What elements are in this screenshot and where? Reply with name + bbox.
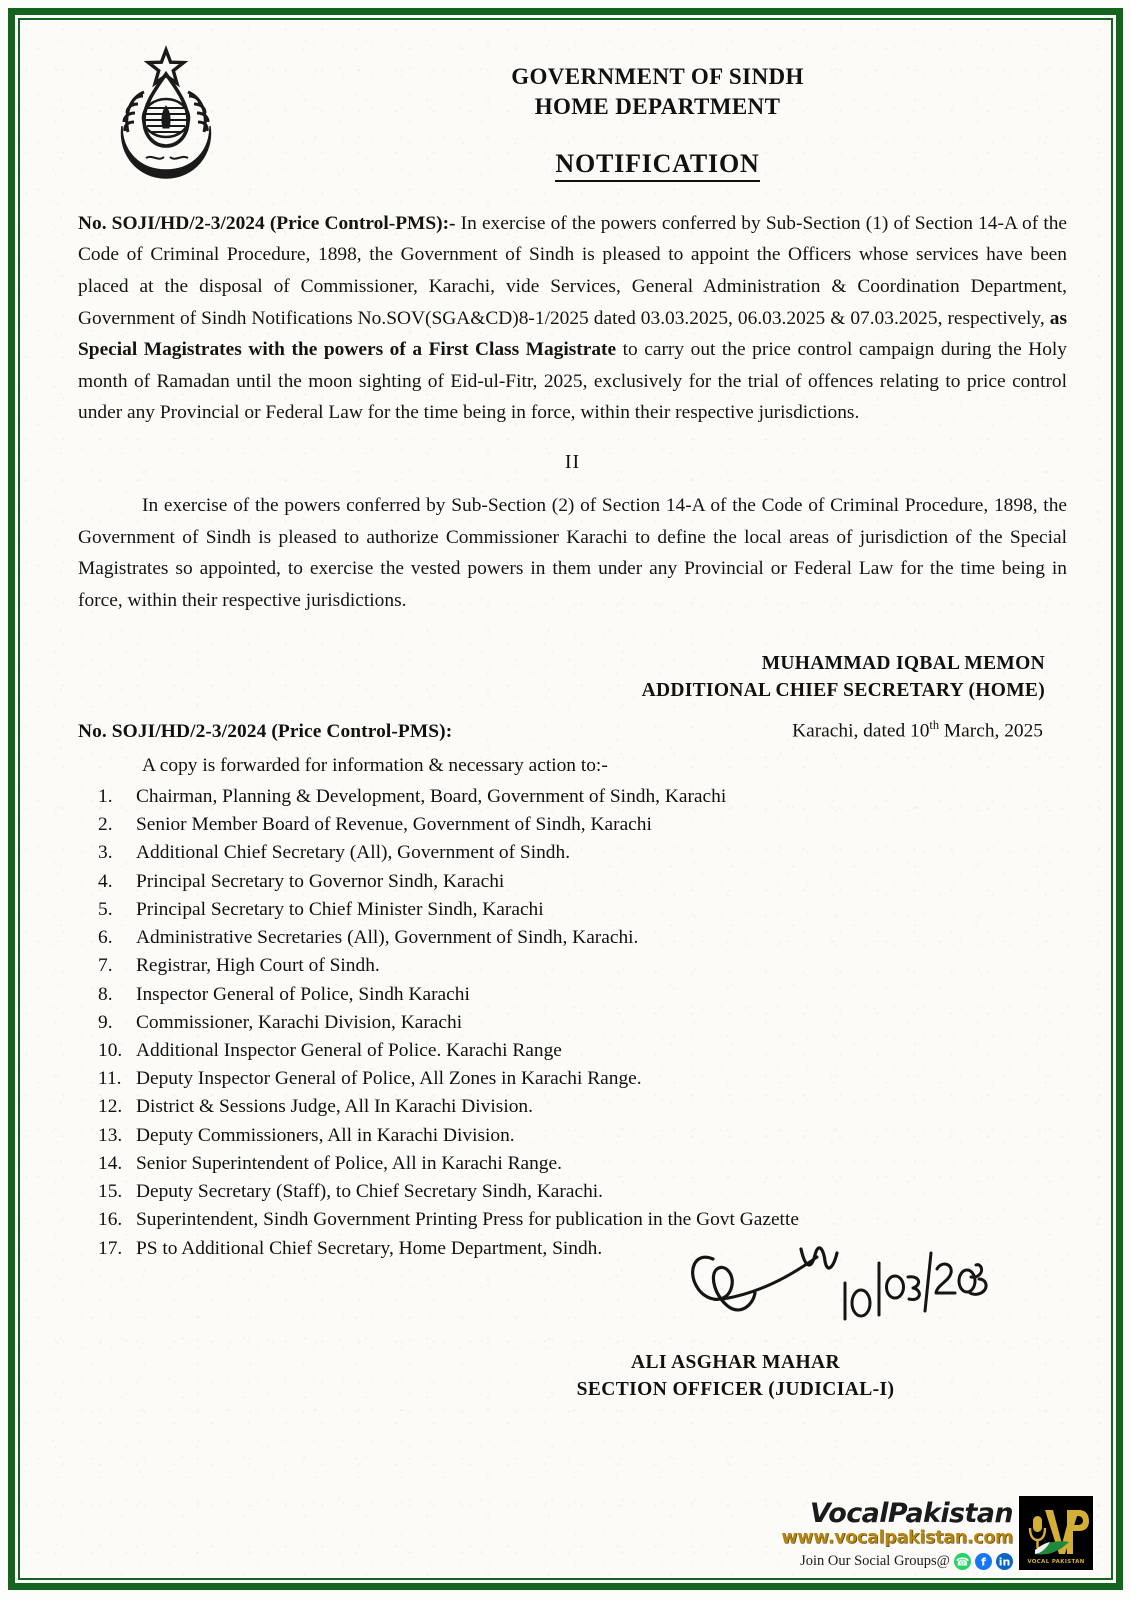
list-item-number: 11. bbox=[98, 1068, 122, 1090]
list-item bbox=[78, 1150, 1067, 1178]
department-name: HOME DEPARTMENT bbox=[534, 94, 781, 120]
list-item-number: 10. bbox=[98, 1039, 123, 1061]
endorsement-date bbox=[792, 718, 1067, 742]
list-item-number: 4. bbox=[98, 870, 113, 892]
government-title-block bbox=[78, 32, 1067, 123]
document-paper bbox=[22, 22, 1109, 1576]
watermark-brand: VocalPakistan bbox=[809, 1498, 1013, 1530]
list-item bbox=[78, 952, 1067, 980]
list-item-number: 7. bbox=[98, 955, 113, 977]
list-item bbox=[78, 924, 1067, 952]
list-item-label: Administrative Secretaries (All), Government of Sindh, Karachi. bbox=[136, 927, 639, 949]
section-one-block bbox=[78, 208, 1067, 429]
recipients-list bbox=[78, 783, 1067, 1263]
list-item bbox=[78, 896, 1067, 924]
list-item-label: Senior Member Board of Revenue, Government of Sindh, Karachi bbox=[136, 814, 652, 836]
list-item-label: Deputy Inspector General of Police, All Zones in Karachi Range. bbox=[136, 1068, 642, 1090]
linkedin-icon[interactable]: in bbox=[996, 1553, 1013, 1570]
endorsement-date-suffix: March, 2025 bbox=[939, 720, 1043, 742]
list-item-label: Additional Chief Secretary (All), Government of Sindh. bbox=[136, 842, 571, 864]
list-item-label: Registrar, High Court of Sindh. bbox=[136, 955, 380, 977]
list-item bbox=[78, 1206, 1067, 1234]
section-one-paragraph bbox=[78, 208, 1067, 429]
list-item bbox=[78, 1037, 1067, 1065]
sindh-government-emblem-icon bbox=[106, 44, 226, 189]
list-item-label: Deputy Commissioners, All in Karachi Division. bbox=[136, 1124, 515, 1146]
list-item-label: Principal Secretary to Governor Sindh, Karachi bbox=[136, 870, 505, 892]
list-item bbox=[78, 783, 1067, 811]
vocal-pakistan-logo-icon bbox=[1019, 1496, 1093, 1570]
section-one-reference: No. SOJI/HD/2-3/2024 (Price Control-PMS):- bbox=[78, 212, 456, 234]
facebook-icon[interactable]: f bbox=[975, 1553, 992, 1570]
section-one-bold-phrase: as Special Magistrates with the powers of a First Class Magistrate bbox=[78, 307, 1067, 361]
list-item-number: 1. bbox=[98, 785, 113, 807]
list-item-number: 16. bbox=[98, 1209, 123, 1231]
list-item-number: 5. bbox=[98, 898, 113, 920]
list-item bbox=[78, 1178, 1067, 1206]
copy-forwarded-line: A copy is forwarded for information & necessary action to:- bbox=[142, 754, 608, 776]
list-item bbox=[78, 981, 1067, 1009]
list-item-number: 9. bbox=[98, 1011, 113, 1033]
bottom-signatory-designation: SECTION OFFICER (JUDICIAL-I) bbox=[576, 1379, 895, 1401]
list-item-label: Superintendent, Sindh Government Printing Press for publication in the Govt Gazette bbox=[136, 1209, 799, 1231]
list-item bbox=[78, 868, 1067, 896]
list-item-number: 14. bbox=[98, 1152, 123, 1174]
bottom-signatory-name: ALI ASGHAR MAHAR bbox=[631, 1351, 840, 1373]
watermark-url[interactable]: www.vocalpakistan.com bbox=[781, 1528, 1013, 1549]
list-item-number: 12. bbox=[98, 1096, 123, 1118]
list-item bbox=[78, 1009, 1067, 1037]
list-item-number: 13. bbox=[98, 1124, 123, 1146]
document-content bbox=[78, 32, 1067, 1413]
list-item bbox=[78, 839, 1067, 867]
bottom-signatory-names bbox=[78, 1349, 1023, 1404]
list-item-label: PS to Additional Chief Secretary, Home Department, Sindh. bbox=[136, 1237, 603, 1259]
list-item-label: Inspector General of Police, Sindh Karachi bbox=[136, 983, 470, 1005]
watermark-text-block bbox=[781, 1500, 1013, 1570]
document-header bbox=[78, 32, 1067, 182]
svg-text:VOCAL PAKISTAN: VOCAL PAKISTAN bbox=[1027, 1559, 1085, 1565]
list-item-number: 2. bbox=[98, 814, 113, 836]
watermark-social-row bbox=[781, 1553, 1013, 1570]
top-signatory-name: MUHAMMAD IQBAL MEMON bbox=[761, 652, 1045, 674]
list-item-label: Commissioner, Karachi Division, Karachi bbox=[136, 1011, 463, 1033]
section-one-text-part2: to carry out the price control campaign during the Holy month of Ramadan until the moon sighting of Eid-ul-Fitr, 2025, exclusively for the trial of offences relating to price control under any Provincial or Federal Law for the time being in force, within their respective jurisdictions. bbox=[78, 339, 1067, 424]
endorsement-row bbox=[78, 718, 1067, 742]
notification-heading-wrap bbox=[78, 149, 1067, 182]
section-one-text-part1: In exercise of the powers conferred by Sub-Section (1) of Section 14-A of the Code of Criminal Procedure, 1898, the Government of Sindh is pleased to appoint the Officers whose services have been placed at the disposal of Commissioner, Karachi, vide Services, General Administration & Coordination Department, Government of Sindh Notifications No.SOV(SGA&CD)8-1/2025 dated 03.03.2025, 06.03.2025 & 07.03.2025, respectively, bbox=[78, 212, 1068, 329]
section-two-marker: II bbox=[564, 451, 581, 474]
watermark-social-label: Join Our Social Groups@ bbox=[800, 1553, 950, 1569]
list-item-number: 6. bbox=[98, 927, 113, 949]
list-item-label: Additional Inspector General of Police. Karachi Range bbox=[136, 1039, 562, 1061]
endorsement-date-ordinal: th bbox=[929, 718, 940, 733]
government-name: GOVERNMENT OF SINDH bbox=[511, 64, 804, 89]
list-item-number: 8. bbox=[98, 983, 113, 1005]
bottom-signature-block bbox=[78, 1267, 1067, 1413]
section-two-paragraph: In exercise of the powers conferred by Sub-Section (2) of Section 14-A of the Code of Criminal Procedure, 1898, the Government of Sindh is pleased to authorize Commissioner Karachi to define the local areas of jurisdiction of the Special Magistrates so appointed, to exercise the vested powers in them under any Provincial or Federal Law for the time being in force, within their respective jurisdictions. bbox=[78, 495, 1067, 611]
notification-heading: NOTIFICATION bbox=[555, 149, 759, 182]
vocal-pakistan-watermark bbox=[781, 1496, 1093, 1570]
list-item-number: 3. bbox=[98, 842, 113, 864]
endorsement-reference: No. SOJI/HD/2-3/2024 (Price Control-PMS): bbox=[78, 720, 453, 742]
list-item-label: Principal Secretary to Chief Minister Sindh, Karachi bbox=[136, 898, 544, 920]
list-item-number: 15. bbox=[98, 1181, 123, 1203]
list-item bbox=[78, 1093, 1067, 1121]
whatsapp-icon[interactable]: ☎ bbox=[955, 1555, 970, 1568]
list-item bbox=[78, 811, 1067, 839]
list-item-number: 17. bbox=[98, 1237, 123, 1259]
list-item-label: District & Sessions Judge, All In Karachi Division. bbox=[136, 1096, 533, 1118]
top-signatory-designation: ADDITIONAL CHIEF SECRETARY (HOME) bbox=[641, 679, 1045, 701]
endorsement-date-prefix: Karachi, dated 10 bbox=[792, 720, 930, 742]
list-item bbox=[78, 1122, 1067, 1150]
section-two-block bbox=[78, 490, 1067, 617]
top-signatory-block bbox=[78, 651, 1067, 705]
list-item bbox=[78, 1065, 1067, 1093]
list-item-label: Senior Superintendent of Police, All in Karachi Range. bbox=[136, 1152, 562, 1174]
list-item bbox=[78, 1235, 1067, 1263]
list-item-label: Chairman, Planning & Development, Board, Government of Sindh, Karachi bbox=[136, 785, 727, 807]
list-item-label: Deputy Secretary (Staff), to Chief Secretary Sindh, Karachi. bbox=[136, 1181, 604, 1203]
